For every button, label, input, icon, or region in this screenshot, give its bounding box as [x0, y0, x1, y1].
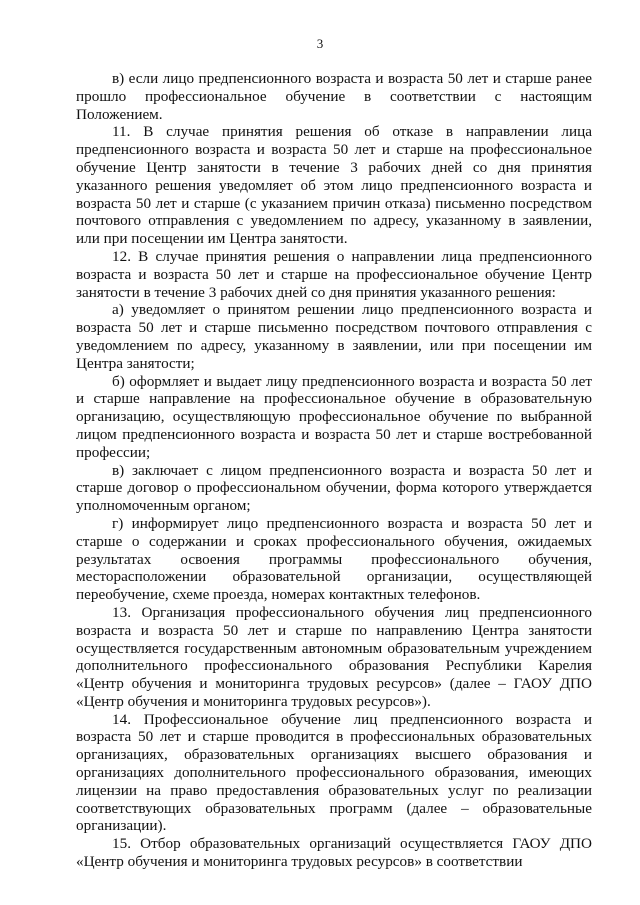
paragraph-13: 13. Организация профессионального обучения лиц предпенсионного возраста и возраста 50 лет и старше по направлению Центра занятости осуществляется государственным автономным образовательным учреждением дополнительного профессионального образования Республики Карелия «Центр обучения и мониторинга трудовых ресурсов» (далее – ГАОУ ДПО «Центр обучения и мониторинга трудовых ресурсов»). — [76, 603, 592, 710]
paragraph-15: 15. Отбор образовательных организаций осуществляется ГАОУ ДПО «Центр обучения и мониторинга трудовых ресурсов» в соответствии — [76, 835, 592, 871]
document-body — [76, 70, 592, 871]
paragraph-12-g: г) информирует лицо предпенсионного возраста и возраста 50 лет и старше о содержании и сроках профессионального обучения, ожидаемых результатах освоения программы профессионального обучения, месторасположении образовательной организации, осуществляющей переобучение, схеме проезда, номерах контактных телефонов. — [76, 514, 592, 604]
paragraph-12-b: б) оформляет и выдает лицу предпенсионного возраста и возраста 50 лет и старше направление на профессиональное обучение в образовательную организацию, осуществляющую профессиональное обучение по выбранной лицом предпенсионного возраста и возраста 50 лет и старше востребованной профессии; — [76, 372, 592, 461]
paragraph-12-v: в) заключает с лицом предпенсионного возраста и возраста 50 лет и старше договор о профессиональном обучении, форма которого утверждается уполномоченным органом; — [76, 461, 592, 515]
paragraph-12-a: а) уведомляет о принятом решении лицо предпенсионного возраста и возраста 50 лет и старше письменно посредством почтового отправления с уведомлением по адресу, указанному в заявлении, или при посещении им Центра занятости; — [76, 301, 592, 372]
paragraph-10-v: в) если лицо предпенсионного возраста и возраста 50 лет и старше ранее прошло профессиональное обучение в соответствии с настоящим Положением. — [76, 70, 592, 123]
paragraph-11: 11. В случае принятия решения об отказе в направлении лица предпенсионного возраста и возраста 50 лет и старше на профессиональное обучение Центр занятости в течение 3 рабочих дней со дня принятия указанного решения уведомляет об этом лицо предпенсионного возраста и возраста 50 лет и старше (с указанием причин отказа) письменно посредством почтового отправления с уведомлением по адресу, указанному в заявлении, или при посещении им Центра занятости. — [76, 123, 592, 248]
page-number: 3 — [316, 36, 324, 51]
paragraph-12: 12. В случае принятия решения о направлении лица предпенсионного возраста и возраста 50 лет и старше на профессиональное обучение Центр занятости в течение 3 рабочих дней со дня принятия указанного решения: — [76, 247, 592, 301]
paragraph-14: 14. Профессиональное обучение лиц предпенсионного возраста и возраста 50 лет и старше проводится в профессиональных образовательных организациях, образовательных организациях высшего образования и организациях дополнительного профессионального образования, имеющих лицензии на право предоставления образовательных услуг по реализации соответствующих образовательных программ (далее – образовательные организации). — [76, 710, 592, 835]
